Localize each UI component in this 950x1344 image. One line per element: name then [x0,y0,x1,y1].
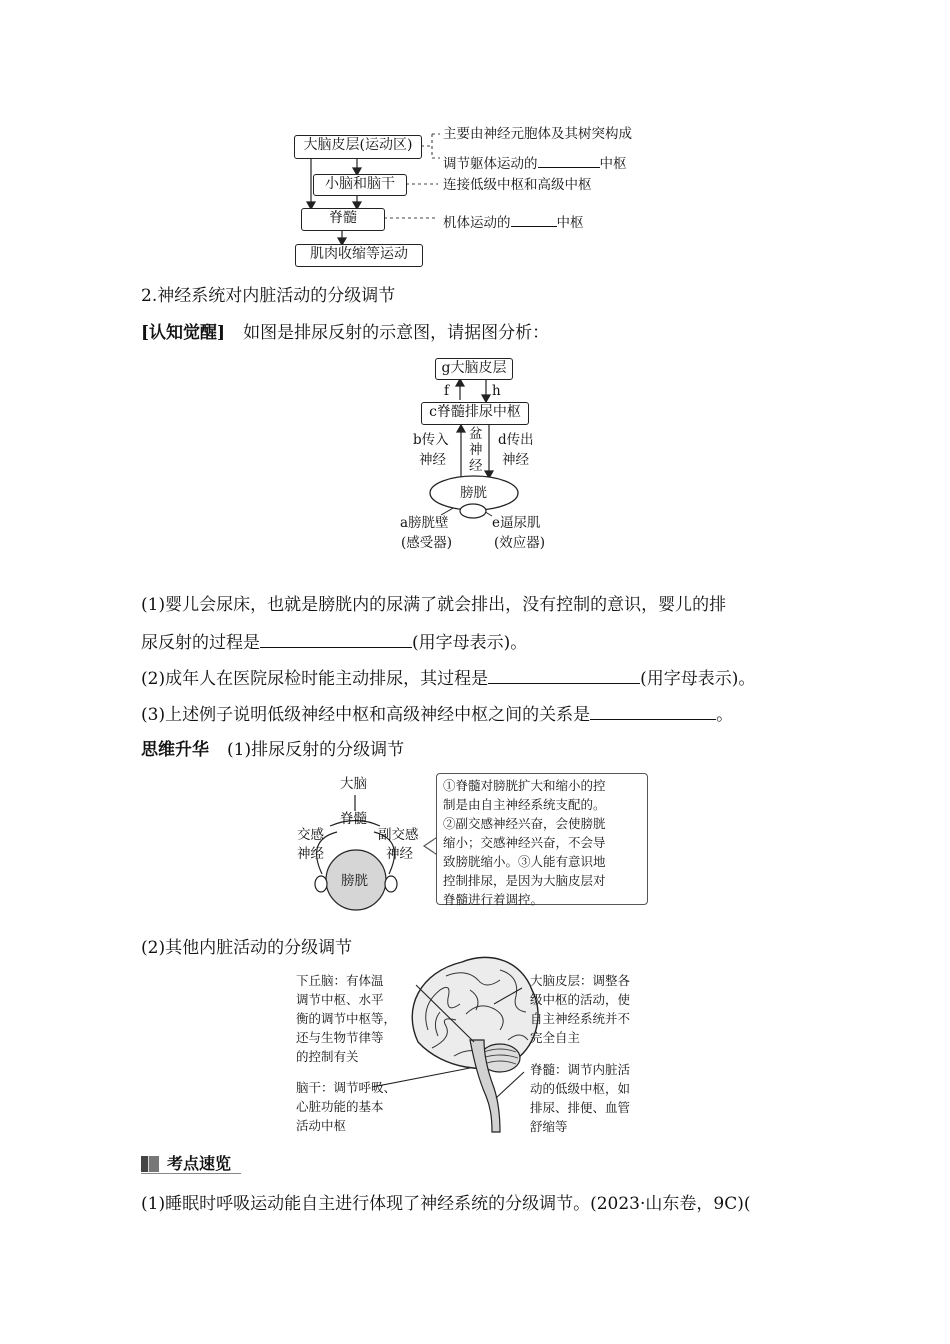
note-line: 控制排尿，是因为大脑皮层对 [443,873,606,888]
label-sympathetic-2: 神经 [297,846,324,862]
bladder-label: 膀胱 [460,485,487,501]
question-1-line1: (1)婴儿会尿床，也就是膀胱内的尿满了就会排出，没有控制的意识，婴儿的排 [141,595,727,615]
label-spinal: 脊髓 [340,811,367,827]
label-line: 还与生物节律等 [296,1030,384,1045]
section-title: 2.神经系统对内脏活动的分级调节 [141,286,396,306]
label-pelvic-3: 经 [469,458,483,474]
note-spine-suffix: 中枢 [556,215,584,231]
note-line: ①脊髓对膀胱扩大和缩小的控 [443,778,606,793]
quick-item-1: (1)睡眠时呼吸运动能自主进行体现了神经系统的分级调节。(2023·山东卷，9C)( [141,1194,751,1214]
note-cerebellum: 连接低级中枢和高级中枢 [443,177,592,193]
label-line: 舒缩等 [530,1119,568,1134]
label-line: 脑干：调节呼吸、 [296,1080,397,1095]
muscle-box: 肌肉收缩等运动 [295,244,423,267]
label-line: 调节中枢、水平 [296,992,384,1007]
label-pelvic-1: 盆 [469,426,483,442]
note-cortex-composition: 主要由神经元胞体及其树突构成 [443,126,632,142]
note-line: ②副交感神经兴奋，会使膀胱 [443,816,606,831]
question-1-text: 尿反射的过程是 [141,633,260,653]
spinal-cord-label [530,1060,630,1136]
brainstem-label [296,1078,396,1135]
note-cortex-function-text: 调节躯体运动的 [443,156,538,172]
question-3-suffix: 。 [716,705,734,725]
spinal-center-box: c脊髓排尿中枢 [421,402,529,425]
label-line: 下丘脑：有体温 [296,973,384,988]
cerebral-cortex-box: g大脑皮层 [435,358,513,380]
label-brain: 大脑 [340,776,367,792]
label-line: 自主神经系统并不 [530,1011,631,1026]
label-e-line2: (效应器) [494,535,546,551]
question-1-suffix: (用字母表示)。 [412,633,528,653]
label-line: 心脏功能的基本 [296,1099,384,1114]
note-line: 制是由自主神经系统支配的。 [443,797,606,812]
hypothalamus-label [296,971,396,1066]
note-line: 致膀胱缩小。③人能有意识地 [443,854,606,869]
label-line: 排尿、排便、血管 [530,1100,631,1115]
quick-review-header [141,1154,241,1174]
label-line: 的控制有关 [296,1049,359,1064]
label-b-line2: 神经 [419,452,446,468]
label-line: 完全自主 [530,1030,581,1045]
label-d-line2: 神经 [502,452,529,468]
thinking-sub2: (2)其他内脏活动的分级调节 [141,938,353,958]
note-spine-text: 机体运动的 [443,215,511,231]
label-line: 脊髓：调节内脏活 [530,1062,631,1077]
label-line: 活动中枢 [296,1118,347,1133]
question-2-suffix: (用字母表示)。 [640,669,756,689]
thinking-sub1: (1)排尿反射的分级调节 [227,740,405,760]
label-line: 大脑皮层：调整各 [530,973,631,988]
note-line: 脊髓进行着调控。 [443,892,544,907]
label-parasympathetic-2: 神经 [386,846,413,862]
label-parasympathetic-1: 副交感 [378,827,419,843]
cerebellum-brainstem-box: 小脑和脑干 [313,174,407,196]
cognition-text: 如图是排尿反射的示意图，请据图分析： [243,323,550,343]
note-cortex-function-suffix: 中枢 [599,156,627,172]
cognition-tag: [认知觉醒] [141,323,226,343]
label-f: f [444,383,449,399]
thinking-tag: 思维升华 [141,740,209,760]
cortex-label [530,971,630,1047]
label-line: 衡的调节中枢等， [296,1011,397,1026]
label-pelvic-2: 神 [469,442,483,458]
quick-review-tag: 考点速览 [167,1154,232,1173]
label-a-line1: a膀胱壁 [400,515,449,531]
cortex-motor-box: 大脑皮层(运动区) [294,135,422,159]
label-a-line2: (感受器) [401,535,453,551]
bladder-label: 膀胱 [341,873,368,889]
label-e-line1: e逼尿肌 [492,515,541,531]
note-line: 缩小；交感神经兴奋，不会导 [443,835,606,850]
spinal-cord-box: 脊髓 [301,208,385,231]
label-h: h [492,383,501,399]
question-3-text: (3)上述例子说明低级神经中枢和高级神经中枢之间的关系是 [141,705,591,725]
question-2-text: (2)成年人在医院尿检时能主动排尿，其过程是 [141,669,489,689]
label-line: 级中枢的活动，使 [530,992,631,1007]
label-line: 动的低级中枢，如 [530,1081,631,1096]
label-sympathetic-1: 交感 [297,827,324,843]
header-mark-icon [149,1156,159,1172]
label-d-line1: d传出 [498,432,534,448]
label-b-line1: b传入 [413,432,449,448]
